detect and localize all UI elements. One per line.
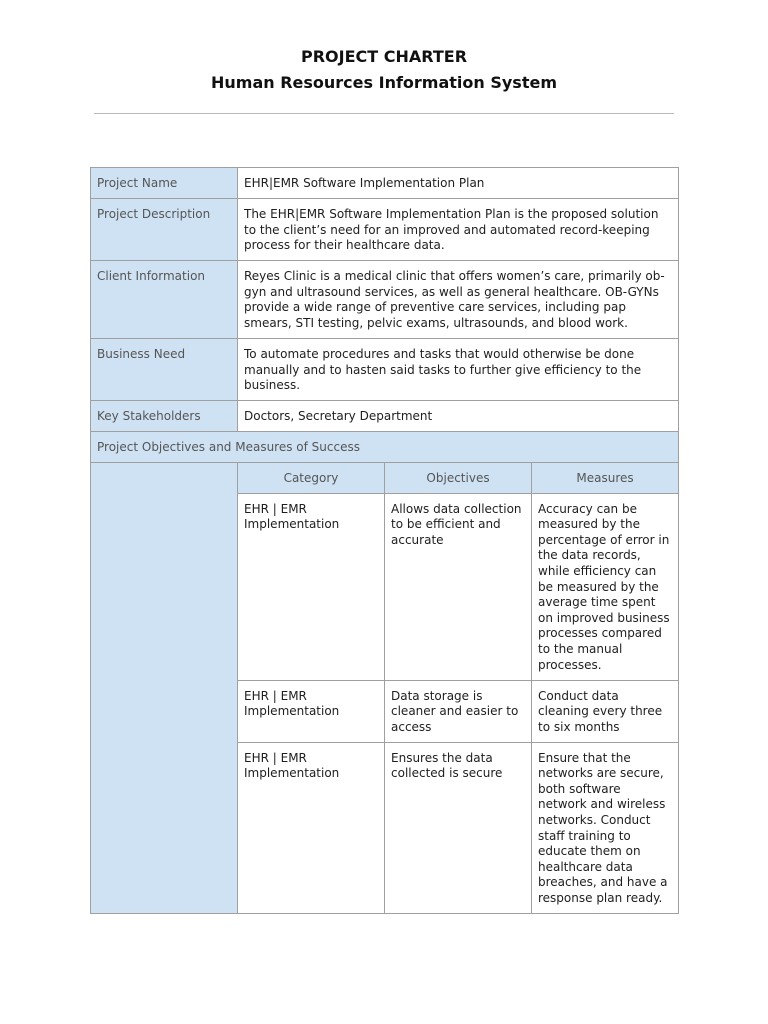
objective-measure: Ensure that the networks are secure, both software network and wireless networks. Conduct staff training to educate them on healthcare data breaches, and have a response plan ready. (532, 742, 679, 913)
key-stakeholders-label: Key Stakeholders (91, 401, 238, 432)
objective-category: EHR | EMR Implementation (238, 680, 385, 742)
business-need-label: Business Need (91, 339, 238, 401)
objective-measure: Accuracy can be measured by the percentage of error in the data records, while efficiency can be measured by the average time spent on improved business processes compared to the manual processes. (532, 493, 679, 680)
objective-measure: Conduct data cleaning every three to six months (532, 680, 679, 742)
project-name-value: EHR|EMR Software Implementation Plan (238, 168, 679, 199)
objectives-side-panel (91, 462, 238, 913)
table-row (91, 199, 679, 261)
table-row (91, 168, 679, 199)
column-header-category: Category (238, 462, 385, 493)
client-information-value: Reyes Clinic is a medical clinic that offers women’s care, primarily ob-gyn and ultrasound services, as well as general healthcare. OB-GYNs provide a wide range of preventive care services, including pap smears, STI testing, pelvic exams, ultrasounds, and blood work. (238, 261, 679, 339)
objectives-section-row (91, 432, 679, 463)
objectives-header-row (91, 462, 679, 493)
table-row (91, 261, 679, 339)
column-header-measures: Measures (532, 462, 679, 493)
project-name-label: Project Name (91, 168, 238, 199)
objectives-section-title: Project Objectives and Measures of Success (91, 432, 679, 463)
page-subtitle: Human Resources Information System (211, 73, 557, 92)
objective-category: EHR | EMR Implementation (238, 493, 385, 680)
objective-text: Ensures the data collected is secure (385, 742, 532, 913)
header-divider (94, 113, 674, 114)
project-description-value: The EHR|EMR Software Implementation Plan is the proposed solution to the client’s need for an improved and automated record-keeping process for their healthcare data. (238, 199, 679, 261)
column-header-objectives: Objectives (385, 462, 532, 493)
key-stakeholders-value: Doctors, Secretary Department (238, 401, 679, 432)
page-title: PROJECT CHARTER (300, 47, 468, 66)
objective-text: Allows data collection to be efficient and accurate (385, 493, 532, 680)
client-information-label: Client Information (91, 261, 238, 339)
table-row (91, 401, 679, 432)
business-need-value: To automate procedures and tasks that would otherwise be done manually and to hasten said tasks to further give efficiency to the business. (238, 339, 679, 401)
objective-category: EHR | EMR Implementation (238, 742, 385, 913)
table-row (91, 339, 679, 401)
project-description-label: Project Description (91, 199, 238, 261)
objective-text: Data storage is cleaner and easier to access (385, 680, 532, 742)
page-header (0, 44, 768, 96)
charter-table (90, 167, 679, 914)
